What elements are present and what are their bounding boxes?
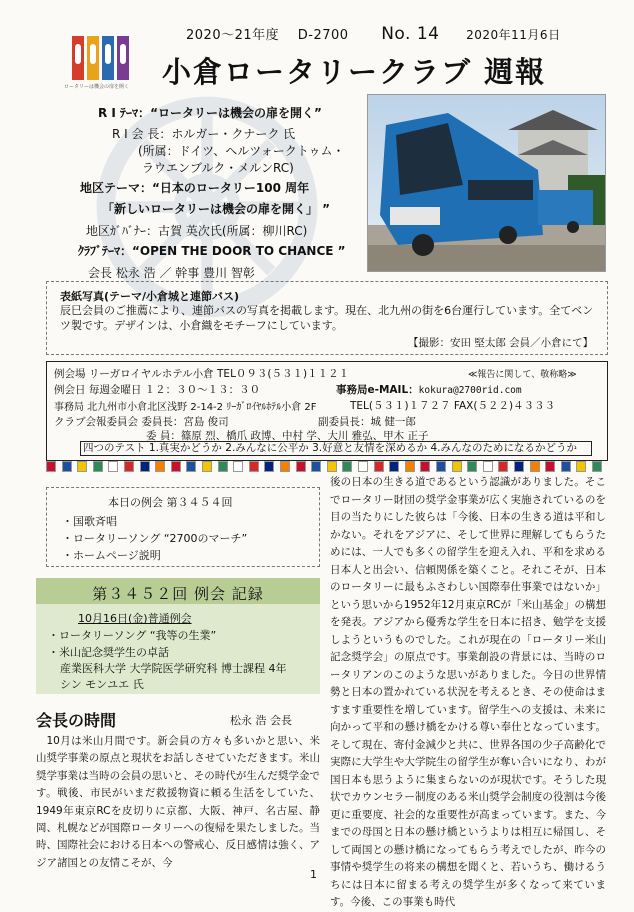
logo-caption: ロータリーは機会の扉を開く <box>64 84 130 90</box>
issue-date: 2020年11月6日 <box>466 28 561 42</box>
flag-icon <box>311 461 321 472</box>
venue: 例会場 リーガロイヤルホテル小倉 TEL０９３(５３１)１１２１ <box>54 368 350 380</box>
flag-icon <box>264 461 274 472</box>
flag-icon <box>218 461 228 472</box>
committee-members: 委 員：篠原 烈、橋爪 政博、中村 学、大川 雅弘、甲木 正子 <box>146 430 429 442</box>
flag-icon <box>467 461 477 472</box>
flag-icon <box>374 461 384 472</box>
meeting-record-title: 第３４５２回 例会 記録 <box>92 585 264 603</box>
office-address: 事務局 北九州市小倉北区浅野 2-14-2 ﾘｰｶﾞﾛｲﾔﾙﾎﾃﾙ小倉 2F <box>54 402 317 413</box>
flag-icon <box>389 461 399 472</box>
district-theme-label: 地区テーマ： <box>80 181 153 195</box>
today-item: ・ホームページ説明 <box>62 549 161 562</box>
cover-photo-title: 表紙写真(テーマ/小倉城と連節バス) <box>60 290 240 303</box>
issue-number: No. 14 <box>381 24 440 44</box>
district-theme-line <box>80 179 309 196</box>
flag-icon <box>171 461 181 472</box>
flag-icon <box>296 461 306 472</box>
meeting-record-date: 10月16日(金)普通例会 <box>78 612 192 625</box>
flag-icon <box>46 461 56 472</box>
flag-icon <box>249 461 259 472</box>
ri-president-affiliation: (所属：ドイツ、ヘルツォークトゥム・ <box>138 144 345 158</box>
club-theme: “OPEN THE DOOR TO CHANCE ” <box>132 244 346 258</box>
today-item: ・国歌斉唱 <box>62 515 117 528</box>
flag-icon <box>155 461 165 472</box>
flag-icon <box>436 461 446 472</box>
today-item: ・ロータリーソング “2700のマーチ” <box>62 532 248 545</box>
flag-icon <box>545 461 555 472</box>
flag-icon <box>514 461 524 472</box>
office-tel-fax: TEL(５３１)１７２７ FAX(５２２)４３３３ <box>350 400 556 412</box>
flag-icon <box>93 461 103 472</box>
office-email: 事務局e-MAIL：kokura@2700rid.com <box>336 384 522 396</box>
ri-president-affiliation-2: ラウエンブルク・メルンRC) <box>142 161 294 175</box>
district: D-2700 <box>297 28 349 43</box>
cover-photo-credit: 【撮影：安田 堅太郎 会員／小倉にて】 <box>408 337 594 349</box>
today-meeting-title: 本日の例会 第３４５４回 <box>108 496 233 509</box>
flag-icon <box>420 461 430 472</box>
district-theme-2: 「新しいロータリーは機会の扉を開く」 ” <box>102 202 331 216</box>
four-way-test: 四つのテスト 1.真実かどうか 2.みんなに公平か 3.好意と友情を深めるか 4.みんなのためになるかどうか <box>80 441 592 456</box>
flag-icon <box>202 461 212 472</box>
president-time-continued: 後の日本の生きる道であるという認識がありました。そこでロータリー財団の奨学金事業が広く実施されているのを目の当たりにした彼らは「今後、日本の生きる道は平和しかない。それをアジアに、そして世界に理解してもらうためには、一人でも多くの留学生を迎え入れ、平和を求める日本人と出会い、信頼関係を築くこと。それこそが、日本のロータリーに最もふさわしい国際奉仕事業ではないか」という思いから1952年12月東京RCが「米山基金」の構想を発表。アジアから優秀な学生を日本に招き、勉学を支援しようというものでした。これが現在の「ロータリー米山記念奨学会」の原点です。事業創設の背景には、当時のロータリアンのこのような思いがありました。今日の世界情勢と日本の置かれている状況を考えるとき、その使命はますます重要性を増しています。留学生への支援は、未来に向かって平和の懸け橋をかける尊い奉仕となっています。そして現在、寄付金減少と共に、世界各国の少子高齢化で実際に大学生や大学院生の留学生が奪い合いになり、わが国日本も思うように集まらないのが現状です。そうした現状でカウンセラー制度のある米山奨学会制度の役割は今後更に重要度、社会的な重要性が高まっています。また、今までの母国と日本の懸け橋というよりは相互に帰国し、そして両国との懸け橋になってもらう考えでしたが、昨今の事情や奨学生の将来の構想を聞くと、若いうち、働けるうちには日本に留まる考えの奨学生が多くなって来ています。今後、この事業も時代 <box>330 476 606 908</box>
flag-icon <box>405 461 415 472</box>
flag-icon <box>62 461 72 472</box>
page-number: 1 <box>310 868 317 881</box>
record-line: 産業医科大学 大学院医学研究科 博士課程 4年 <box>60 662 287 675</box>
flag-icon <box>124 461 134 472</box>
flag-icon <box>576 461 586 472</box>
flag-icon <box>140 461 150 472</box>
district-governor: 地区ｶﾞﾊﾞﾅｰ：古賀 英次氏(所属：柳川RC) <box>86 224 308 238</box>
meeting-day: 例会日 毎週金曜日 １２：３０～１３：３０ <box>54 384 261 396</box>
ri-president: R I 会 長：ホルガー・クナーク 氏 <box>112 127 296 141</box>
flag-icon <box>280 461 290 472</box>
flag-icon <box>108 461 118 472</box>
ri-theme-label: R I ﾃｰﾏ： <box>98 106 151 120</box>
ri-theme-line <box>98 104 322 121</box>
flag-icon <box>483 461 493 472</box>
flag-icon <box>498 461 508 472</box>
record-line: シン モンユエ 氏 <box>60 678 144 691</box>
flag-icon <box>452 461 462 472</box>
flag-icon <box>530 461 540 472</box>
cover-photo-text: 辰巳会員のご推薦により、連節バスの写真を掲載します。現在、北九州の街を6台運行しています。全てベンツ製です。デザインは、小倉織をモチーフにしています。 <box>60 304 594 332</box>
vice-chair: 副委員長：城 健一郎 <box>318 416 416 428</box>
year: 2020～21年度 <box>186 28 280 43</box>
issue-line <box>186 24 561 44</box>
club-theme-label: ｸﾗﾌﾞﾃｰﾏ： <box>78 244 133 258</box>
president-time-title: 会長の時間 <box>36 711 117 730</box>
club-theme-line <box>78 242 346 259</box>
flag-icon <box>186 461 196 472</box>
record-line: ・ロータリーソング “我等の生業” <box>48 629 217 642</box>
president-time-text: 10月は米山月間です。新会員の方々も多いかと思い、米山奨学事業の原点と現状をお話しさせていただきます。米山奨学事業は当時の会員の思いと、その時代が生んだ奨学金です。戦後、市民がいまだ救援物資に頼る生活をしていた、1949年東京RCを皮切りに京都、大阪、神戸、名古屋、静岡、札幌などが国際ロータリーへの復帰を果たしました。当時、国際社会における日本への警戒心、反日感情は強く、アジア諸国との友情こそが、今 <box>36 735 320 869</box>
flag-icon <box>561 461 571 472</box>
president-time-author: 松永 浩 会長 <box>230 714 292 727</box>
club-officers: 会長 松永 浩 ／ 幹事 豊川 智彰 <box>88 266 255 280</box>
district-theme: “日本のロータリー100 周年 <box>152 181 310 195</box>
honorific-note: ≪報告に関して、敬称略≫ <box>468 370 577 380</box>
ri-theme: “ロータリーは機会の扉を開く” <box>150 106 322 120</box>
bulletin-committee: クラブ会報委員会 委員長：宮島 俊司 <box>54 416 229 428</box>
flag-icon <box>77 461 87 472</box>
flag-icon <box>233 461 243 472</box>
flag-border <box>46 461 606 471</box>
page-title: 小倉ロータリークラブ 週報 <box>162 55 547 89</box>
record-line: ・米山記念奨学生の卓話 <box>48 646 169 659</box>
club-logo <box>72 36 130 80</box>
flag-icon <box>358 461 368 472</box>
flag-icon <box>342 461 352 472</box>
flag-icon <box>592 461 602 472</box>
cover-photo-bus <box>367 94 606 272</box>
flag-icon <box>327 461 337 472</box>
